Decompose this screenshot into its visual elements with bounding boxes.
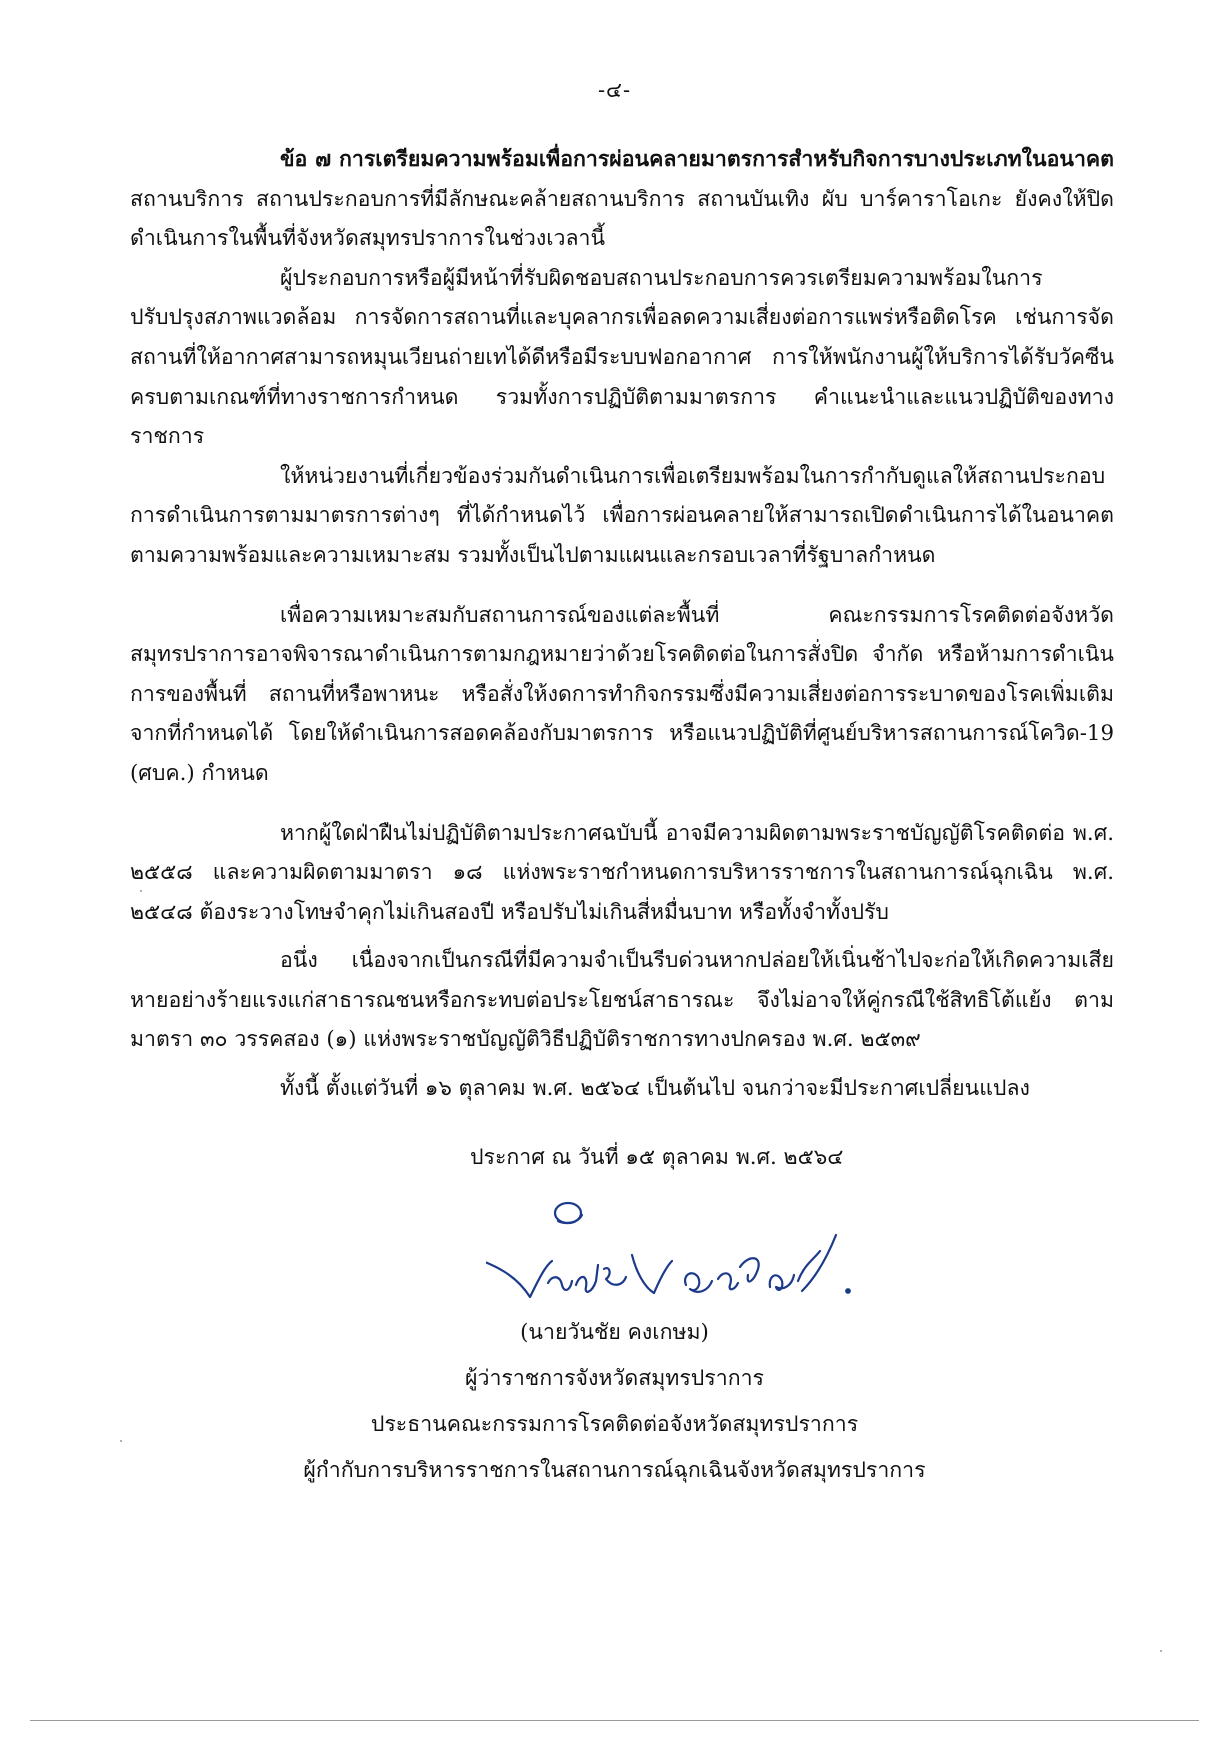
- paragraph-committee: เพื่อความเหมาะสมกับสถานการณ์ของแต่ละพื้นที่ คณะกรรมการโรคติดต่อจังหวัดสมุทรปราการอาจพิจารณาดำเนินการตามกฎหมายว่าด้วยโรคติดต่อในการสั่งปิด จำกัด หรือห้ามการดำเนินการของพื้นที่ สถานที่หรือพาหนะ หรือสั่งให้งดการทำกิจกรรมซึ่งมีความเสี่ยงต่อการระบาดของโรคเพิ่มเติมจากที่กำหนดได้ โดยให้ดำเนินการสอดคล้องกับมาตรการ หรือแนวปฏิบัติที่ศูนย์บริหารสถานการณ์โควิด-19 (ศบค.) กำหนด: [130, 602, 1114, 786]
- signatory-title-committee-chair: ประธานคณะกรรมการโรคติดต่อจังหวัดสมุทรปราการ: [370, 1412, 859, 1437]
- signatory-title-governor: ผู้ว่าราชการจังหวัดสมุทรปราการ: [465, 1366, 764, 1391]
- signatory-name: (นายวันชัย คงเกษม): [520, 1320, 709, 1345]
- scan-speck: [140, 890, 142, 892]
- document-body: [130, 140, 1114, 1109]
- paragraph-agencies: ให้หน่วยงานที่เกี่ยวข้องร่วมกันดำเนินการเพื่อเตรียมพร้อมในการกำกับดูแลให้สถานประกอบการดำเนินการตามมาตรการต่างๆ ที่ได้กำหนดไว้ เพื่อการผ่อนคลายให้สามารถเปิดดำเนินการได้ในอนาคตตามความพร้อมและความเหมาะสม รวมทั้งเป็นไปตามแผนและกรอบเวลาที่รัฐบาลกำหนด: [130, 463, 1114, 568]
- paragraph-effective-date: ทั้งนี้ ตั้งแต่วันที่ ๑๖ ตุลาคม พ.ศ. ๒๕๖๔ เป็นต้นไป จนกว่าจะมีประกาศเปลี่ยนแปลง: [280, 1076, 1030, 1102]
- section-lead: สถานบริการ สถานประกอบการที่มีลักษณะคล้ายสถานบริการ สถานบันเทิง ผับ บาร์คาราโอเกะ ยังคงให้ปิดดำเนินการในพื้นที่จังหวัดสมุทรปราการในช่วงเวลานี้: [130, 186, 1114, 252]
- section-heading: ข้อ ๗ การเตรียมความพร้อมเพื่อการผ่อนคลายมาตรการสำหรับกิจการบางประเภทในอนาคต: [280, 147, 1114, 172]
- paragraph-penalty: หากผู้ใดฝ่าฝืนไม่ปฏิบัติตามประกาศฉบับนี้ อาจมีความผิดตามพระราชบัญญัติโรคติดต่อ พ.ศ. ๒๕๕๘ และความผิดตามมาตรา ๑๘ แห่งพระราชกำหนดการบริหารราชการในสถานการณ์ฉุกเฉิน พ.ศ. ๒๕๔๘ ต้องระวางโทษจำคุกไม่เกินสองปี หรือปรับไม่เกินสี่หมื่นบาท หรือทั้งจำทั้งปรับ: [130, 820, 1114, 925]
- paragraph-preparation: ผู้ประกอบการหรือผู้มีหน้าที่รับผิดชอบสถานประกอบการควรเตรียมความพร้อมในการปรับปรุงสภาพแวดล้อม การจัดการสถานที่และบุคลากรเพื่อลดความเสี่ยงต่อการแพร่หรือติดโรค เช่นการจัดสถานที่ให้อากาศสามารถหมุนเวียนถ่ายเทได้ดีหรือมีระบบฟอกอากาศ การให้พนักงานผู้ให้บริการได้รับวัคซีนครบตามเกณฑ์ที่ทางราชการกำหนด รวมทั้งการปฏิบัติตามมาตรการ คำแนะนำและแนวปฏิบัติของทางราชการ: [130, 265, 1114, 450]
- paragraph-urgency: อนึ่ง เนื่องจากเป็นกรณีที่มีความจำเป็นรีบด่วนหากปล่อยให้เนิ่นช้าไปจะก่อให้เกิดความเสียหายอย่างร้ายแรงแก่สาธารณชนหรือกระทบต่อประโยชน์สาธารณะ จึงไม่อาจให้คู่กรณีใช้สิทธิโต้แย้ง ตามมาตรา ๓๐ วรรคสอง (๑) แห่งพระราชบัญญัติวิธีปฏิบัติราชการทางปกครอง พ.ศ. ๒๕๓๙: [130, 948, 1114, 1053]
- announcement-date: ประกาศ ณ วันที่ ๑๕ ตุลาคม พ.ศ. ๒๕๖๔: [470, 1145, 844, 1170]
- section-heading-paragraph: [130, 140, 1114, 259]
- page-bottom-edge: [30, 1720, 1199, 1721]
- handwritten-signature: [486, 1195, 886, 1325]
- scan-speck: [120, 1440, 122, 1442]
- signature-image: [486, 1195, 886, 1325]
- scan-speck: [1160, 1650, 1162, 1652]
- page-number: -๔-: [597, 78, 632, 102]
- signatory-title-emergency-supervisor: ผู้กำกับการบริหารราชการในสถานการณ์ฉุกเฉินจังหวัดสมุทรปราการ: [303, 1458, 926, 1483]
